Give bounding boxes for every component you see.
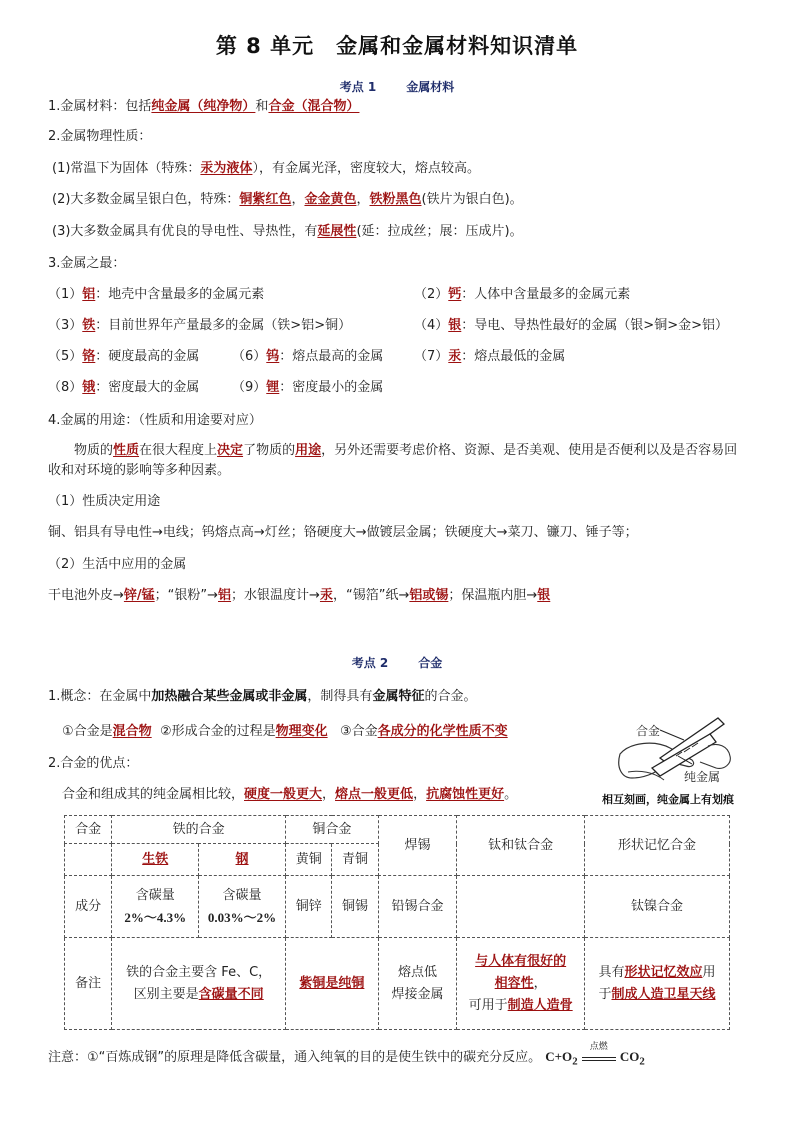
section-name: 金属材料 <box>406 80 455 94</box>
text: （9） <box>232 380 267 395</box>
text: (1)常温下为固体（特殊： <box>52 161 201 176</box>
key-term: 物理变化 <box>275 724 328 739</box>
key-term: 合金（混合物） <box>268 99 360 114</box>
key-term: 混合物 <box>112 724 152 739</box>
text: （1） <box>48 287 83 302</box>
equation-subscript: 2 <box>572 1055 578 1068</box>
text: ：地壳中含量最多的金属元素 <box>95 287 265 302</box>
key-term: 熔点一般更低 <box>335 787 414 802</box>
note-key-term: 制成人造卫星天线 <box>611 986 716 1002</box>
text: 在很大程度上 <box>139 443 218 458</box>
text: ②形成合金的过程是 <box>159 724 276 739</box>
metal: 锂 <box>266 380 280 395</box>
section-label: 考点 2 <box>351 656 389 670</box>
header-solder: 焊锡 <box>378 816 457 876</box>
s2-item-2-text <box>62 786 517 804</box>
header-alloy: 合金 <box>65 816 112 844</box>
text: （4） <box>414 318 449 333</box>
text: 了物质的 <box>243 443 296 458</box>
text: 1.金属材料：包括 <box>48 99 152 114</box>
bronze: 青铜 <box>332 844 378 876</box>
solder-note <box>378 938 457 1030</box>
metal: 锇 <box>82 380 96 395</box>
text: ；水银温度计→ <box>231 588 320 603</box>
key-term: 硬度一般更大 <box>244 787 323 802</box>
note-text: 于 <box>598 986 612 1002</box>
key-term: 性质 <box>113 443 140 458</box>
key-term: 锌/锰 <box>123 588 155 603</box>
metal: 汞 <box>448 349 462 364</box>
item-3: 3.金属之最： <box>48 256 126 271</box>
text: ， <box>322 787 336 802</box>
superlative-3 <box>48 317 351 335</box>
section-name: 合金 <box>418 656 443 670</box>
note-key-term: 紫铜是纯铜 <box>299 975 365 991</box>
header-shape-memory: 形状记忆合金 <box>584 816 729 876</box>
text: (延：拉成丝；展：压成片)。 <box>356 224 523 239</box>
metal: 铝 <box>82 287 96 302</box>
row-note: 备注 <box>65 938 112 1030</box>
empty-cell <box>65 844 112 876</box>
key-term: 铝或锡 <box>409 588 449 603</box>
text: ， <box>413 787 427 802</box>
key-term: 铁粉黑色 <box>369 192 422 207</box>
item-4-paragraph <box>48 441 748 481</box>
text: ，制得具有 <box>307 689 373 704</box>
titanium-composition <box>457 876 585 938</box>
equation-left: C+O <box>545 1049 573 1064</box>
header-copper-alloy: 铜合金 <box>286 816 379 844</box>
figure-label-pure: 纯金属 <box>684 770 721 784</box>
header-titanium: 钛和钛合金 <box>457 816 585 876</box>
item-2: 2.金属物理性质： <box>48 129 152 144</box>
superlative-9 <box>232 379 383 397</box>
metal: 钙 <box>448 287 462 302</box>
note-key-term: 制造人造骨 <box>507 997 573 1013</box>
key-term: 延展性 <box>317 224 357 239</box>
header-iron-alloy: 铁的合金 <box>112 816 286 844</box>
row-composition: 成分 <box>65 876 112 938</box>
page-title: 第 8 单元 金属和金属材料知识清单 <box>215 34 579 58</box>
shape-memory-note <box>584 938 729 1030</box>
text: ：导电、导热性最好的金属（银>铜>金>铝） <box>461 318 728 333</box>
text: （2） <box>414 287 449 302</box>
note-text: 熔点低 <box>398 964 438 980</box>
key-term: 各成分的化学性质不变 <box>377 724 508 739</box>
equation-right: CO <box>619 1049 640 1064</box>
text: ：硬度最高的金属 <box>95 349 200 364</box>
section-heading-2 <box>0 654 794 671</box>
text: 1.概念：在金属中 <box>48 689 152 704</box>
carbon-label: 含碳量 <box>222 887 262 903</box>
scratch-test-drawing <box>600 712 750 794</box>
pig-iron: 生铁 <box>142 851 169 867</box>
text: ：密度最大的金属 <box>95 380 200 395</box>
text: 物质的 <box>74 443 114 458</box>
carbon-label: 含碳量 <box>135 887 175 903</box>
solder-composition: 铅锡合金 <box>378 876 457 938</box>
s2-item-1-sub <box>62 723 508 741</box>
bold-term: 金属特征 <box>372 689 425 704</box>
item-4-2: （2）生活中应用的金属 <box>48 557 187 572</box>
item-4: 4.金属的用途：（性质和用途要对应） <box>48 413 262 428</box>
brass-composition: 铜锌 <box>286 876 332 938</box>
metal: 钨 <box>266 349 280 364</box>
note-text: 区别主要是 <box>133 986 199 1002</box>
superlative-1 <box>48 286 264 304</box>
brass: 黄铜 <box>286 844 332 876</box>
text: （5） <box>48 349 83 364</box>
text: （7） <box>414 349 449 364</box>
section-heading-1 <box>0 78 794 95</box>
superlative-6 <box>232 348 383 366</box>
reaction-condition: 点燃 <box>589 1042 608 1052</box>
metal: 铁 <box>82 318 96 333</box>
item-4-1: （1）性质决定用途 <box>48 494 161 509</box>
text: 的合金。 <box>424 689 477 704</box>
text: （3） <box>48 318 83 333</box>
text: ），有金属光泽，密度较大，熔点较高。 <box>252 161 480 176</box>
key-term: 铜紫红色 <box>239 192 292 207</box>
metal: 铬 <box>82 349 96 364</box>
steel-composition <box>199 876 286 938</box>
text: ：熔点最低的金属 <box>461 349 566 364</box>
superlative-5 <box>48 348 199 366</box>
text: ③合金 <box>340 724 378 739</box>
text: ：密度最小的金属 <box>279 380 384 395</box>
text: （6） <box>232 349 267 364</box>
reaction-arrow <box>582 1042 616 1061</box>
text: (铁片为银白色)。 <box>421 192 523 207</box>
bronze-composition: 铜锡 <box>332 876 378 938</box>
item-2-3 <box>52 223 523 241</box>
titanium-note <box>457 938 585 1030</box>
key-term: 汞 <box>319 588 333 603</box>
text: （8） <box>48 380 83 395</box>
superlative-2 <box>414 286 630 304</box>
s2-item-2: 2.合金的优点： <box>48 756 139 771</box>
note-text: 用 <box>702 964 716 980</box>
equals-sign <box>582 1057 616 1061</box>
text: ：人体中含量最多的金属元素 <box>461 287 631 302</box>
equation-subscript: 2 <box>639 1055 645 1068</box>
text: ；保温瓶内胆→ <box>448 588 538 603</box>
key-term: 铝 <box>218 588 232 603</box>
key-term: 汞为液体 <box>200 161 253 176</box>
pig-iron-cell <box>112 844 199 876</box>
text: ：熔点最高的金属 <box>279 349 384 364</box>
key-term: 用途 <box>295 443 322 458</box>
pig-iron-carbon: 2%～4.3% <box>124 909 187 925</box>
alloy-table <box>64 815 730 1030</box>
bold-term: 加热融合某些金属或非金属 <box>151 689 308 704</box>
text: 干电池外皮→ <box>48 588 124 603</box>
metal: 银 <box>448 318 462 333</box>
note-text: 铁的合金主要含 Fe、C， <box>126 964 272 980</box>
text: ， <box>356 192 370 207</box>
bottom-note <box>48 1042 645 1068</box>
note-text: 可用于 <box>468 997 508 1013</box>
superlative-8 <box>48 379 199 397</box>
text: ①合金是 <box>62 724 113 739</box>
key-term: 决定 <box>217 443 244 458</box>
text: ，“锡箔”纸→ <box>332 588 410 603</box>
superlative-4 <box>414 317 728 335</box>
superlative-7 <box>414 348 565 366</box>
text: 合金和组成其的纯金属相比较， <box>62 787 245 802</box>
key-term: 银 <box>537 588 551 603</box>
note-key-term: 含碳量不同 <box>198 986 264 1002</box>
text: 和 <box>255 99 269 114</box>
item-2-2 <box>52 191 523 209</box>
item-4-2-text <box>48 587 550 605</box>
pig-iron-composition <box>112 876 199 938</box>
figure-label-alloy: 合金 <box>636 724 661 738</box>
text: ：目前世界年产量最多的金属（铁>铝>铜） <box>95 318 352 333</box>
steel-carbon: 0.03%～2% <box>207 909 277 925</box>
item-4-1-text: 铜、铝具有导电性→电线；钨熔点高→灯丝；铬硬度大→做镀层金属；铁硬度大→菜刀、镰刀、锤子等； <box>48 525 638 540</box>
figure-caption: 相互刻画，纯金属上有划痕 <box>602 793 734 806</box>
key-term: 抗腐蚀性更好 <box>426 787 505 802</box>
note-text: 注意：①“百炼成钢”的原理是降低含碳量，通入纯氧的目的是使生铁中的碳充分反应。 <box>48 1050 542 1065</box>
section-label: 考点 1 <box>339 80 377 94</box>
note-text: 焊接金属 <box>391 986 444 1002</box>
item-2-1 <box>52 160 480 178</box>
steel: 钢 <box>235 851 249 867</box>
text: 。 <box>504 787 518 802</box>
s2-item-1 <box>48 688 476 706</box>
shape-memory-composition: 钛镍合金 <box>584 876 729 938</box>
text: (3)大多数金属具有优良的导电性、导热性，有 <box>52 224 318 239</box>
key-term: 金金黄色 <box>304 192 357 207</box>
note-key-term: 与人体有很好的 <box>475 953 567 969</box>
note-key-term: 相容性 <box>494 975 534 991</box>
item-1 <box>48 98 359 116</box>
key-term: 纯金属（纯净物） <box>151 99 256 114</box>
note-key-term: 形状记忆效应 <box>624 964 703 980</box>
note-text: ， <box>533 975 547 991</box>
text: ，另外还需要考虑价格、资源、是否美观、使用是否便利以及是否容易回收和对环境的影响等多种因素。 <box>48 443 738 478</box>
iron-alloy-note <box>112 938 286 1030</box>
text: (2)大多数金属呈银白色，特殊： <box>52 192 240 207</box>
text: ；“银粉”→ <box>154 588 219 603</box>
copper-alloy-note <box>286 938 379 1030</box>
text: ， <box>291 192 305 207</box>
steel-cell <box>199 844 286 876</box>
note-text: 具有 <box>598 964 625 980</box>
